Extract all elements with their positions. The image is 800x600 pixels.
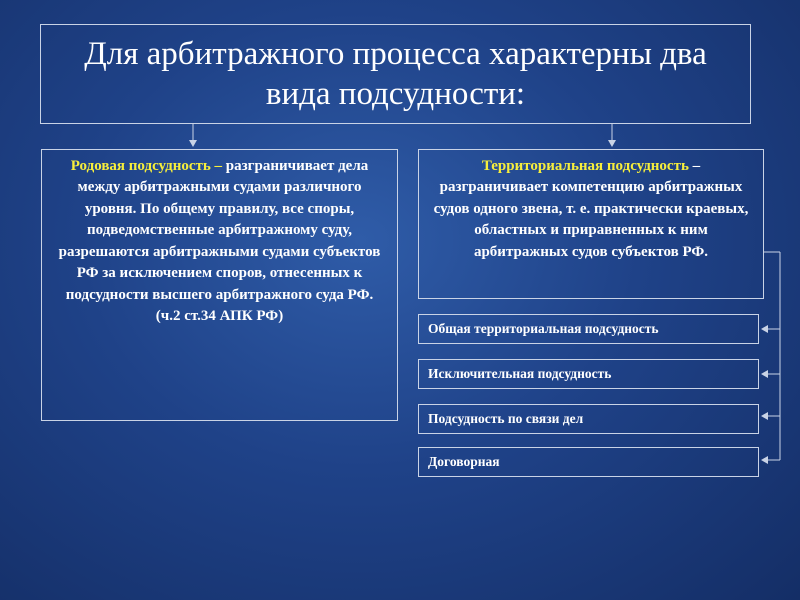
subtype-box-contractual: [418, 447, 759, 477]
subtype-label: Исключительная подсудность: [428, 366, 612, 381]
page-title: Для арбитражного процесса характерны два вида подсудности:: [84, 35, 707, 112]
territorial-jurisdiction-box: [418, 149, 764, 299]
subtype-label: Договорная: [428, 454, 500, 469]
territorial-jurisdiction-heading: Территориальная подсудность: [481, 158, 689, 174]
subtype-box-general: [418, 314, 759, 344]
subtype-label: Подсудность по связи дел: [428, 411, 584, 426]
generic-jurisdiction-heading: Родовая подсудность –: [70, 158, 226, 174]
subtype-box-related-cases: [418, 404, 759, 434]
territorial-jurisdiction-dash: –: [688, 158, 701, 174]
territorial-jurisdiction-text: разграничивает компетенцию арбитражных судов одного звена, т. е. практически краевых, областных и приравненных к ним арбитражных судов субъектов РФ.: [433, 179, 749, 260]
subtype-box-exclusive: [418, 359, 759, 389]
generic-jurisdiction-text: разграничивает дела между арбитражными судами различного уровня. По общему правилу, все споры, подведомственные арбитражному суду, разрешаются арбитражными судами субъектов РФ за исключением споров, отнесенных к подсудности высшего арбитражного суда РФ. (ч.2 ст.34 АПК РФ): [58, 158, 381, 325]
subtype-label: Общая территориальная подсудность: [428, 321, 659, 336]
title-box: [40, 24, 751, 124]
generic-jurisdiction-box: [41, 149, 398, 421]
